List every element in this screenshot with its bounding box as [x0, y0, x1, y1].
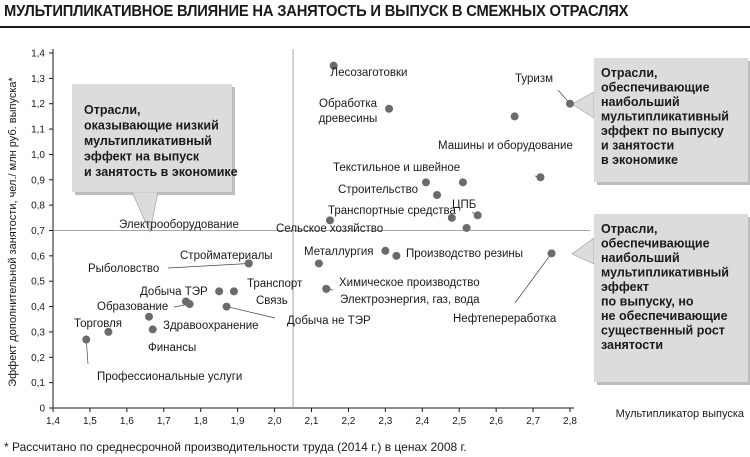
x-tick-label: 1,9	[230, 416, 245, 427]
point-label: Электрооборудование	[119, 219, 239, 231]
data-point	[145, 313, 153, 321]
callout-text-line: эффект на выпуск	[84, 149, 200, 164]
data-point	[433, 191, 441, 199]
data-point	[186, 300, 194, 308]
y-tick-label: 1,1	[31, 124, 45, 136]
callout-text-line: Отрасли,	[601, 66, 658, 80]
x-tick-label: 1,5	[82, 416, 97, 427]
y-tick-label: 0,6	[31, 251, 45, 263]
point-label: Лесозаготовки	[330, 67, 408, 79]
point-label: Образование	[97, 301, 169, 313]
y-tick-label: 1,2	[31, 99, 45, 111]
callout-text-line: и занятость в экономике	[84, 165, 238, 179]
data-point	[385, 105, 393, 113]
callout-box-1	[72, 84, 238, 232]
point-label: древесины	[318, 113, 378, 125]
x-tick-label: 2,1	[304, 416, 319, 427]
data-point	[474, 211, 482, 219]
data-point	[463, 224, 471, 232]
point-label: Стройматериалы	[180, 250, 273, 262]
callout-text-line: в экономике	[601, 153, 678, 167]
leader-line	[515, 253, 552, 303]
point-label: Добыча не ТЭР	[287, 315, 371, 327]
y-tick-label: 0,9	[31, 175, 45, 187]
data-point	[322, 285, 330, 293]
x-tick-label: 2,2	[341, 416, 356, 427]
point-label: Профессиональные услуги	[97, 371, 243, 383]
point-label: Электроэнергия, газ, вода	[340, 294, 480, 306]
callout-pointer	[572, 92, 594, 118]
data-point	[82, 336, 90, 344]
y-tick-label: 0,3	[31, 327, 45, 339]
callout-text-line: эффект по выпуску	[601, 124, 724, 138]
point-label: Строительство	[338, 184, 419, 196]
y-tick-label: 1,3	[31, 73, 45, 85]
callout-text-line: наибольший	[601, 251, 680, 265]
point-label: Торговля	[74, 318, 123, 330]
callout-text-line: обеспечивающие	[601, 236, 710, 251]
callout-text-line: занятости	[601, 338, 664, 352]
x-tick-label: 1,7	[156, 416, 171, 427]
point-label: Машины и оборудование	[438, 140, 573, 152]
y-tick-label: 0,5	[31, 276, 45, 288]
point-label: Рыболовство	[88, 263, 160, 275]
y-tick-label: 0,2	[31, 352, 45, 364]
point-label: Производство резины	[406, 248, 524, 260]
data-point	[315, 259, 323, 267]
callout-text-line: эффект	[601, 280, 649, 294]
point-label: Текстильное и швейное	[333, 162, 461, 174]
y-tick-label: 1,4	[31, 48, 45, 60]
x-tick-label: 1,6	[119, 416, 134, 427]
data-point	[223, 303, 231, 311]
point-label: Химическое производство	[339, 277, 480, 289]
x-tick-label: 1,8	[193, 416, 208, 427]
data-point	[215, 287, 223, 295]
callout-box-3	[572, 214, 750, 385]
data-point	[230, 287, 238, 295]
data-point	[536, 173, 544, 181]
data-point	[548, 249, 556, 257]
callout-text-line: наибольший	[601, 95, 680, 109]
callout-text-line: Отрасли,	[601, 222, 658, 236]
callout-text-line: не обеспечивающие	[601, 309, 728, 323]
data-point	[459, 178, 467, 186]
callout-pointer	[572, 238, 594, 264]
data-point	[511, 112, 519, 120]
point-label: ЦПБ	[452, 199, 477, 211]
leader-line	[227, 307, 275, 318]
data-point	[381, 247, 389, 255]
data-point	[392, 252, 400, 260]
point-label: Финансы	[148, 342, 197, 354]
point-label: Металлургия	[304, 246, 374, 258]
point-label: Туризм	[515, 73, 553, 85]
callout-text-line: мультипликативный	[601, 109, 729, 124]
point-label: Транспортные средства	[328, 205, 456, 217]
x-tick-label: 2,6	[489, 416, 504, 427]
callout-text-line: мультипликативный	[84, 134, 212, 148]
x-tick-label: 2,7	[526, 416, 541, 427]
y-tick-label: 0,1	[31, 378, 45, 390]
x-tick-label: 1,4	[46, 416, 60, 427]
y-tick-label: 0,7	[31, 226, 45, 237]
callout-text-line: оказывающие низкий	[84, 118, 219, 133]
chart-title: МУЛЬТИПЛИКАТИВНОЕ ВЛИЯНИЕ НА ЗАНЯТОСТЬ И ВЫПУСК В СМЕЖНЫХ ОТРАСЛЯХ	[4, 3, 629, 20]
x-axis-label: Мультипликатор выпуска	[615, 408, 744, 420]
callout-text-line: обеспечивающие	[601, 80, 710, 95]
point-label: Обработка	[319, 98, 377, 110]
data-point	[566, 100, 574, 108]
callout-text-line: существенный рост	[601, 323, 725, 338]
x-tick-label: 2,4	[415, 416, 430, 427]
x-tick-label: 2,3	[378, 416, 393, 427]
y-tick-label: 0,8	[31, 200, 45, 212]
callout-text-line: мультипликативный	[601, 265, 729, 280]
callout-text-line: и занятости	[601, 138, 675, 153]
callout-text-line: Отрасли,	[84, 103, 141, 117]
callout-box-2	[572, 58, 750, 185]
point-label: Сельское хозяйство	[276, 223, 384, 235]
y-tick-label: 0	[39, 403, 45, 415]
data-point	[422, 178, 430, 186]
y-tick-label: 1,0	[31, 149, 45, 161]
x-tick-label: 2,8	[563, 416, 577, 427]
y-tick-label: 0,4	[31, 302, 45, 314]
point-label: Добыча ТЭР	[140, 286, 208, 298]
point-label: Связь	[256, 295, 288, 307]
footnote: * Рассчитано по среднесрочной производительности труда (2014 г.) в ценах 2008 г.	[4, 440, 467, 454]
y-axis-label: Эффект дополнительной занятости, чел./ млн руб. выпуска*	[7, 77, 19, 387]
point-label: Транспорт	[247, 278, 303, 290]
point-label: Здравоохранение	[163, 320, 259, 332]
leader-line	[168, 263, 249, 268]
point-label: Нефтепереработка	[453, 313, 557, 325]
x-tick-label: 2,5	[452, 416, 467, 427]
callout-text-line: по выпуску, но	[601, 294, 694, 309]
data-point	[149, 325, 157, 333]
x-tick-label: 2,0	[267, 416, 282, 427]
